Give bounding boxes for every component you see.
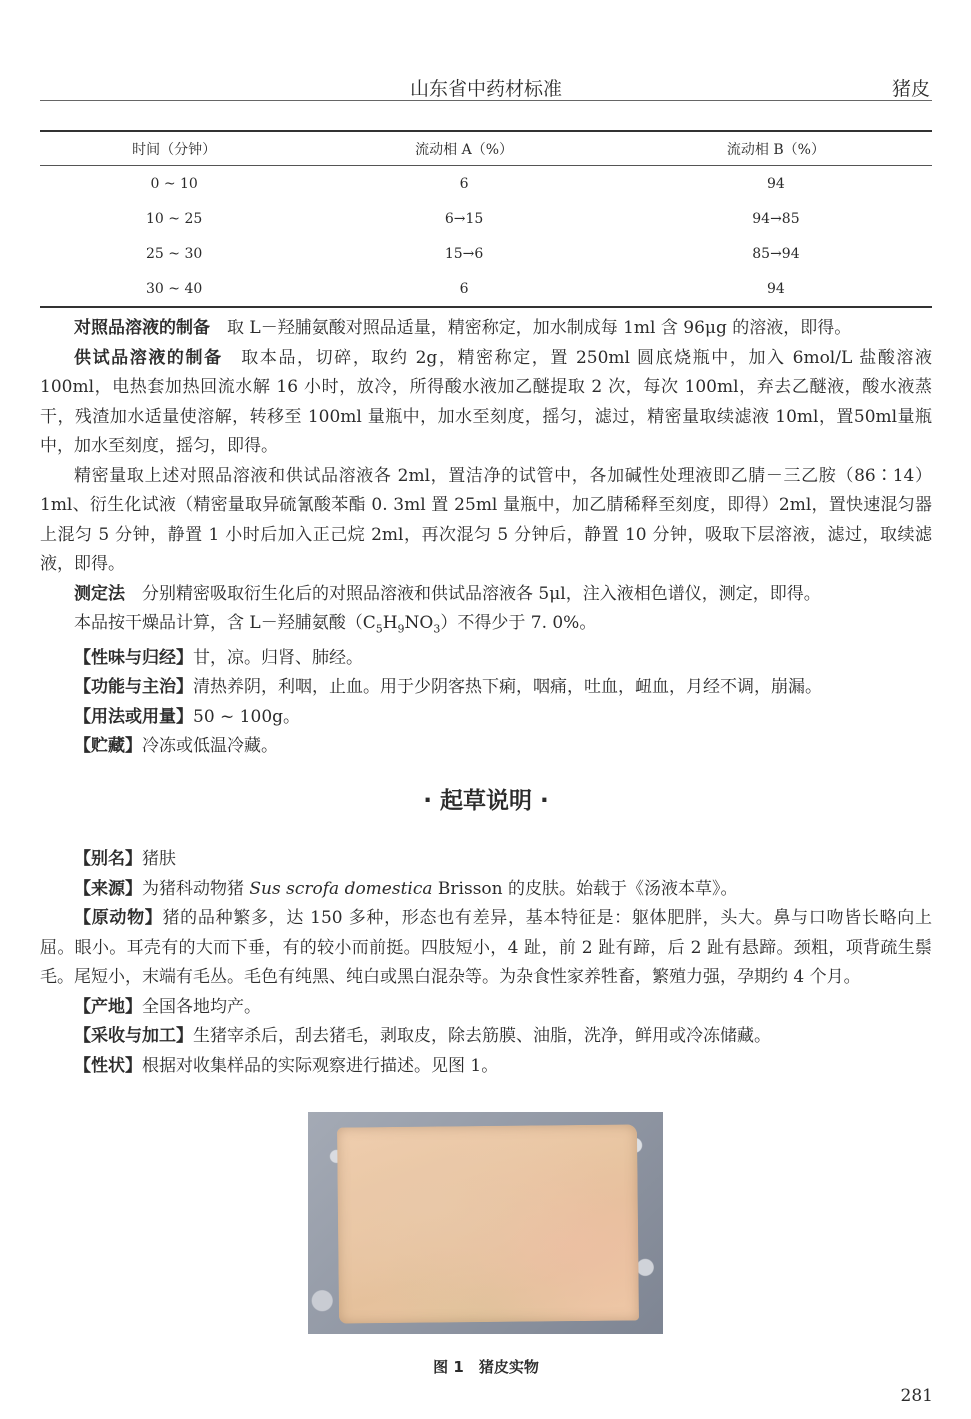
- label-assay-method: 测定法: [74, 583, 125, 604]
- label-reference-solution: 对照品溶液的制备: [74, 318, 210, 338]
- table-cell: 25 ~ 30: [146, 245, 203, 262]
- table-cell: 94→85: [752, 210, 800, 227]
- text-assay-method: 分别精密吸取衍生化后的对照品溶液和供试品溶液各 5μl，注入液相色谱仪，测定，即得。: [142, 583, 821, 604]
- label-origin: 【产地】: [74, 996, 142, 1017]
- table-row: [40, 166, 932, 202]
- formula-part: H: [382, 613, 398, 633]
- table-cell: 15→6: [444, 245, 484, 262]
- label-usage: 【用法或用量】: [74, 706, 193, 727]
- running-header: [40, 70, 932, 101]
- text-reference-solution: 取 L－羟脯氨酸对照品适量，精密称定，加水制成每 1ml 含 96μg 的溶液，即得。: [227, 318, 852, 338]
- column-header: 流动相 B（%）: [620, 131, 932, 166]
- label-function: 【功能与主治】: [74, 677, 193, 698]
- paragraph-function: [40, 673, 932, 703]
- paragraph-storage: [40, 732, 932, 762]
- text-alias: 猪肤: [142, 849, 176, 869]
- table-cell: 94: [767, 280, 785, 297]
- text-source: 为猪科动物猪: [142, 878, 250, 899]
- table-cell: 85→94: [752, 245, 800, 262]
- text-origin: 全国各地均产。: [142, 996, 261, 1017]
- table-cell: 6→15: [444, 210, 484, 227]
- text-processing: 生猪宰杀后，刮去猪毛，剥取皮，除去筋膜、油脂，洗净，鲜用或冷冻储藏。: [193, 1026, 771, 1046]
- label-test-solution: 供试品溶液的制备: [74, 347, 223, 368]
- text-derivatization: 精密量取上述对照品溶液和供试品溶液各 2ml，置洁净的试管中，各加碱性处理液即乙腈－三乙胺（86∶14）1ml、衍生化试液（精密量取异硫氰酸苯酯 0. 3ml 置 25ml 量瓶中，加乙腈稀释至刻度，即得）2ml，置快速混匀器上混匀 5 分钟，静置 1 小时后加入正己烷 2ml，再次混匀 5 分钟后，静置 10 分钟，吸取下层溶液，滤过，取续滤液，即得。: [40, 465, 932, 574]
- drafting-notes: [40, 845, 932, 1081]
- subscript: 9: [397, 622, 405, 636]
- column-header: 流动相 A（%）: [308, 131, 620, 166]
- pig-skin-specimen: [337, 1124, 639, 1323]
- label-alias: 【别名】: [74, 849, 142, 869]
- paragraph-processing: [40, 1022, 932, 1052]
- text-taste-meridian: 甘，凉。归肾、肺经。: [193, 647, 363, 668]
- paragraph-alias: [40, 845, 932, 875]
- text-storage: 冷冻或低温冷藏。: [142, 736, 278, 757]
- subscript: 5: [375, 622, 383, 636]
- table-cell: 6: [459, 280, 469, 297]
- latin-name: Sus scrofa domestica: [249, 878, 433, 899]
- book-title: 山东省中药材标准: [409, 78, 562, 100]
- paragraph-assay-method: [40, 580, 932, 610]
- text-characteristics: 根据对收集样品的实际观察进行描述。见图 1。: [142, 1055, 499, 1076]
- label-processing: 【采收与加工】: [74, 1026, 193, 1046]
- entry-name: 猪皮: [891, 78, 930, 100]
- label-taste-meridian: 【性味与归经】: [74, 647, 193, 668]
- pig-skin-photo: [308, 1112, 663, 1334]
- paragraph-reference-solution: [40, 314, 932, 344]
- content-limit-text: ）不得少于 7. 0%。: [440, 613, 597, 633]
- label-source: 【来源】: [74, 878, 142, 899]
- text-source: Brisson 的皮肤。始载于《汤液本草》。: [432, 878, 738, 899]
- paragraph-test-solution: [40, 344, 932, 462]
- section-title: · 起草说明 ·: [423, 788, 549, 814]
- table-cell: 30 ~ 40: [146, 280, 203, 297]
- text-test-solution: 取本品，切碎，取约 2g，精密称定，置 250ml 圆底烧瓶中，加入 6mol/L 盐酸溶液 100ml，电热套加热回流水解 16 小时，放冷，所得酸水液加乙醚提取 2 次，每次 100ml，弃去乙醚液，酸水液蒸干，残渣加水适量使溶解，转移至 100ml 量瓶中，加水至刻度，摇匀，滤过，精密量取续滤液 10ml，置50ml量瓶中，加水至刻度，摇匀，即得。: [40, 347, 933, 456]
- label-storage: 【贮藏】: [74, 736, 142, 757]
- paragraph-taste-meridian: [40, 644, 932, 674]
- formula-part: NO: [404, 613, 434, 633]
- subscript: 3: [433, 622, 441, 636]
- gradient-table: [40, 130, 932, 308]
- table-row: [40, 201, 932, 236]
- table-row: [40, 271, 932, 307]
- paragraph-characteristics: [40, 1052, 932, 1082]
- table-header-row: [40, 131, 932, 166]
- paragraph-content-limit: [40, 609, 932, 644]
- paragraph-derivatization: [40, 462, 932, 580]
- table-cell: 10 ~ 25: [146, 210, 203, 227]
- table-cell: 6: [459, 175, 469, 192]
- text-animal: 猪的品种繁多，达 150 多种，形态也有差异，基本特征是：躯体肥胖，头大。鼻与口吻皆长略向上屈。眼小。耳壳有的大而下垂，有的较小而前挺。四肢短小，4 趾，前 2 趾有蹄，后 2 趾有悬蹄。颈粗，项背疏生鬃毛。尾短小，末端有毛丛。毛色有纯黑、纯白或黑白混杂等。为杂食性家养牲畜，繁殖力强，孕期约 4 个月。: [40, 908, 932, 987]
- paragraph-usage: [40, 703, 932, 733]
- label-animal: 【原动物】: [74, 908, 163, 928]
- paragraph-source: [40, 875, 932, 905]
- paragraph-origin: [40, 993, 932, 1023]
- table-row: [40, 236, 932, 271]
- label-characteristics: 【性状】: [74, 1055, 142, 1076]
- assay-section: [40, 314, 932, 762]
- paragraph-animal: [40, 904, 932, 993]
- text-usage: 50 ~ 100g。: [193, 706, 301, 727]
- text-function: 清热养阴，利咽，止血。用于少阴客热下痢，咽痛，吐血，衄血，月经不调，崩漏。: [193, 677, 822, 698]
- table-cell: 0 ~ 10: [150, 175, 198, 192]
- content-limit-text: 本品按干燥品计算，含 L－羟脯氨酸（C: [74, 613, 376, 633]
- figure-caption: 图 1 猪皮实物: [433, 1358, 539, 1376]
- table-cell: 94: [767, 175, 785, 192]
- page-number: 281: [900, 1386, 933, 1406]
- column-header: 时间（分钟）: [40, 131, 308, 166]
